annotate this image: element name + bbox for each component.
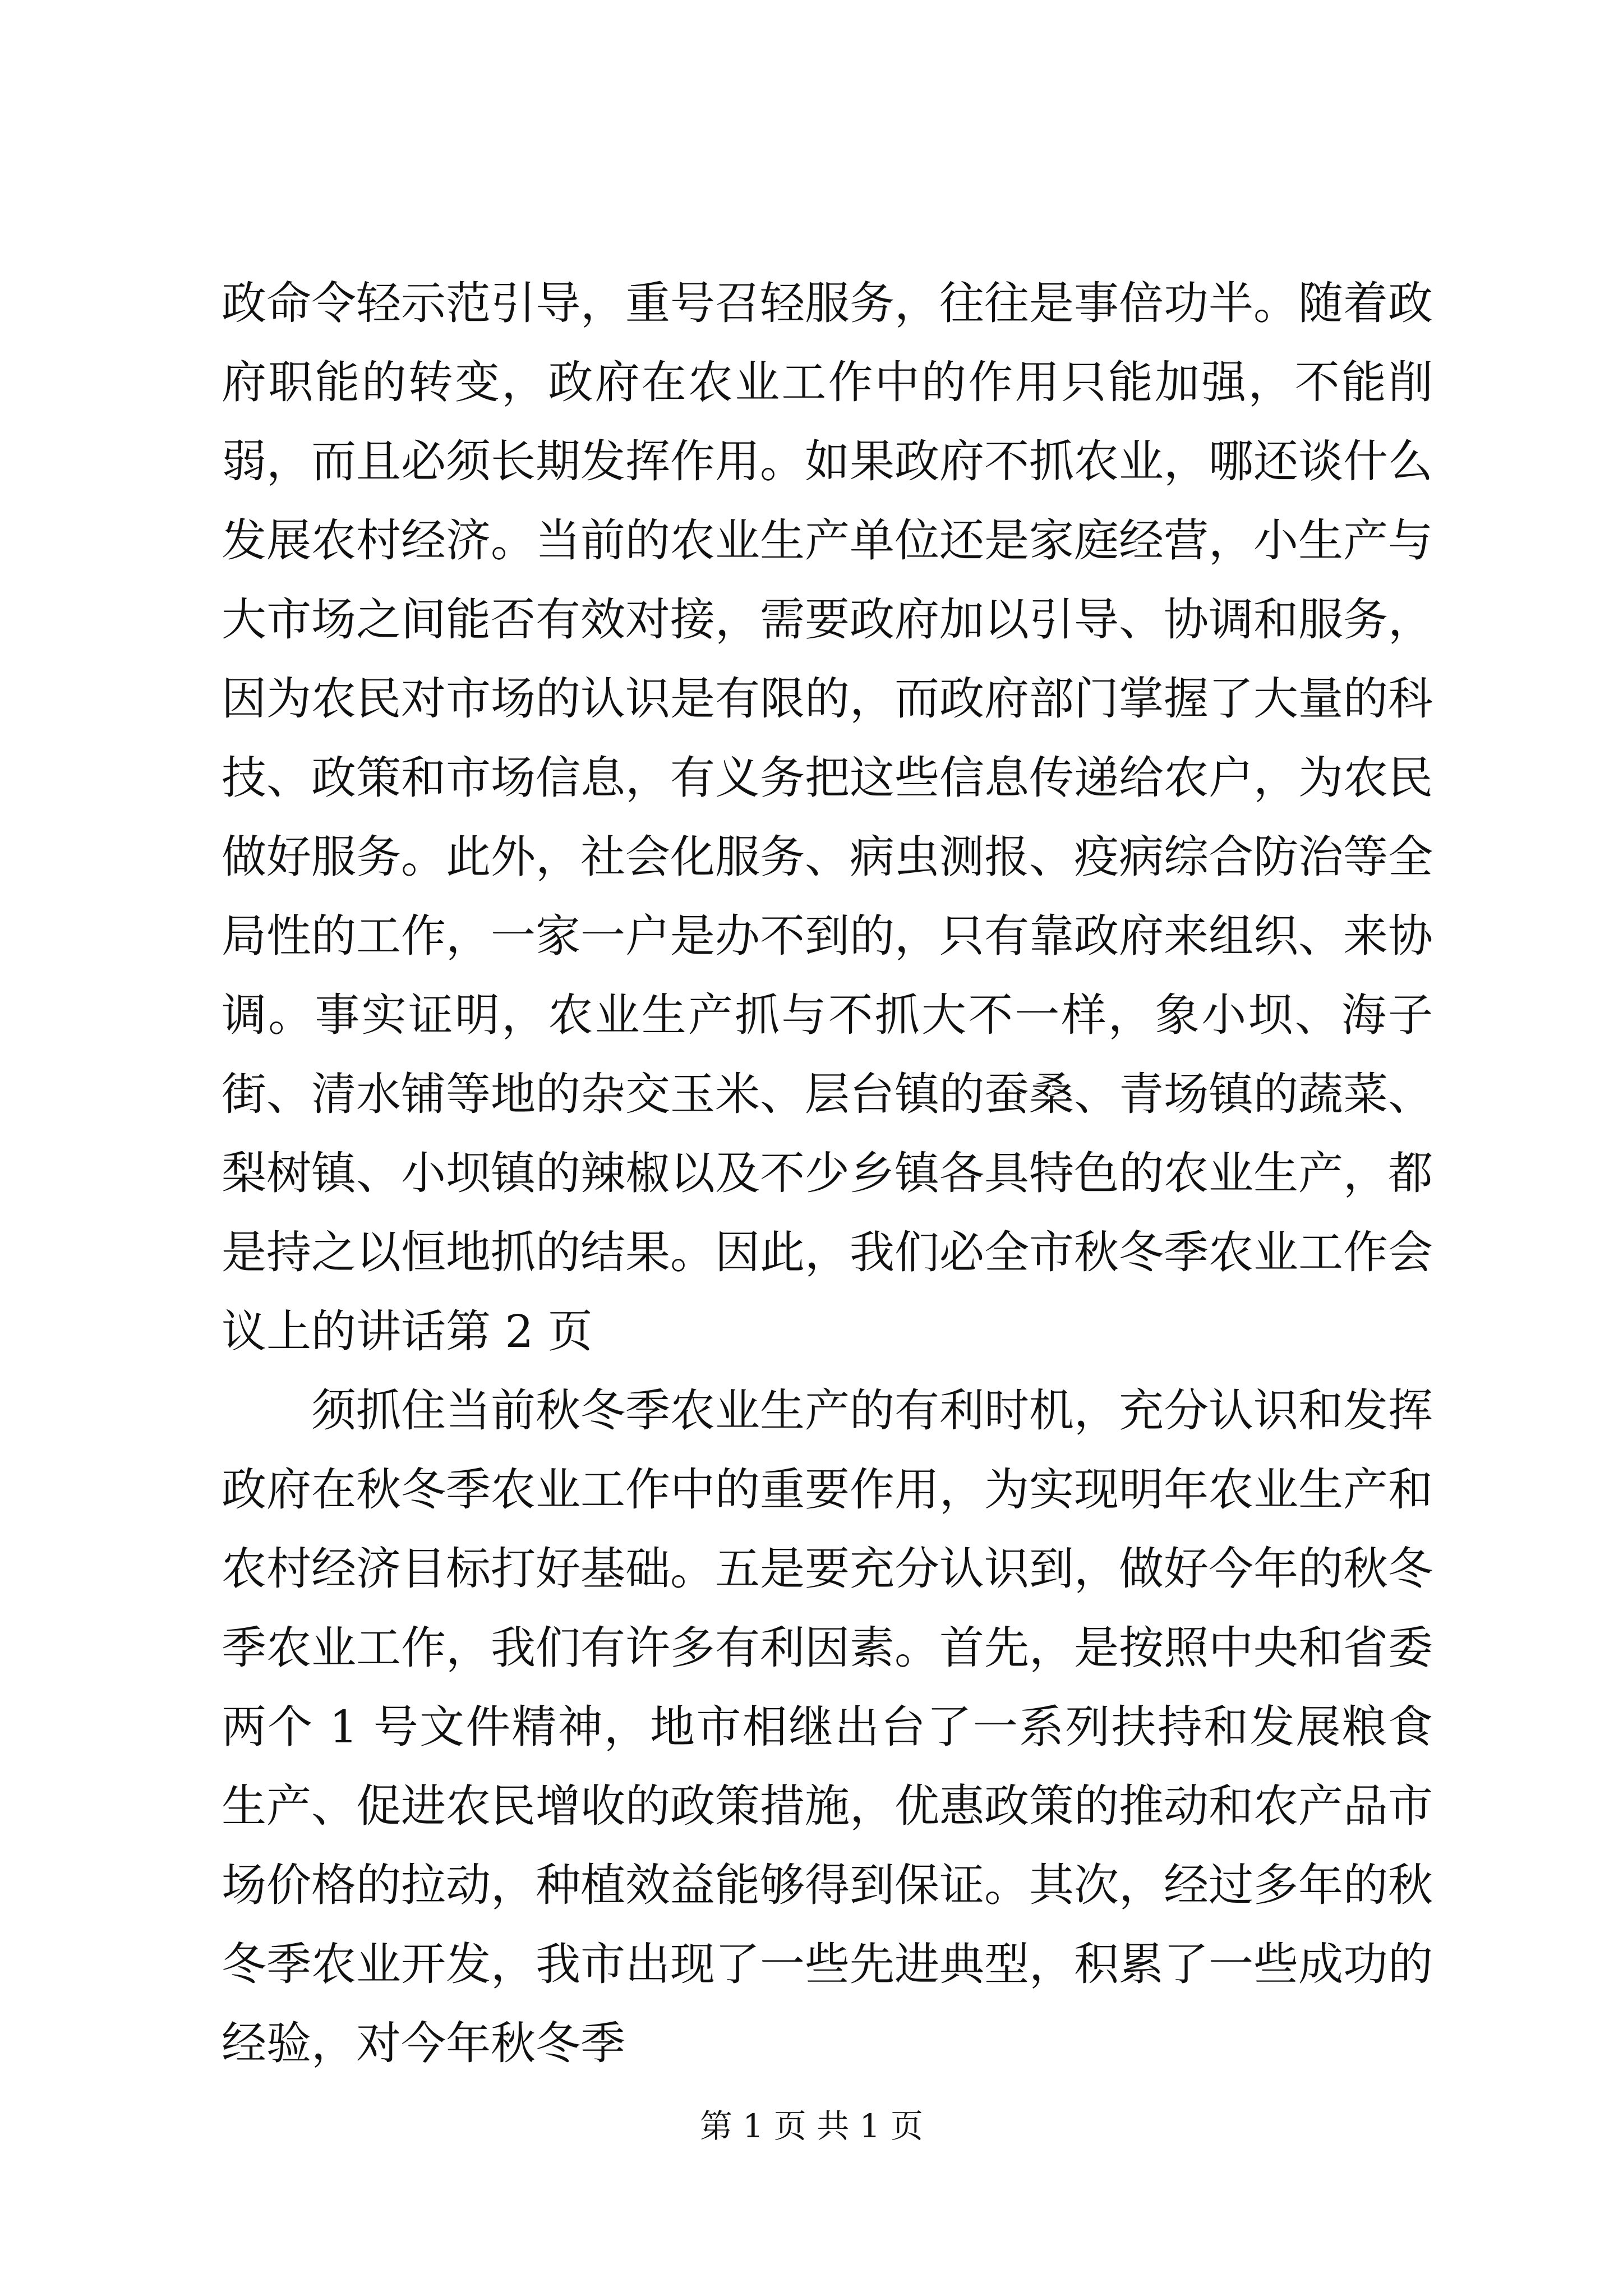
document-body (222, 264, 1433, 2083)
paragraph-2: 须抓住当前秋冬季农业生产的有利时机，充分认识和发挥政府在秋冬季农业工作中的重要作用，为实现明年农业生产和农村经济目标打好基础。五是要充分认识到，做好今年的秋冬季农业工作，我们有许多有利因素。首先，是按照中央和省委两个 1 号文件精神，地市相继出台了一系列扶持和发展粮食生产、促进农民增收的政策措施，优惠政策的推动和农产品市场价格的拉动，种植效益能够得到保证。其次，经过多年的秋冬季农业开发，我市出现了一些先进典型，积累了一些成功的经验，对今年秋冬季 (222, 1384, 1433, 2069)
paragraph-1: 政命令轻示范引导，重号召轻服务，往往是事倍功半。随着政府职能的转变，政府在农业工作中的作用只能加强，不能削弱，而且必须长期发挥作用。如果政府不抓农业，哪还谈什么发展农村经济。当前的农业生产单位还是家庭经营，小生产与大市场之间能否有效对接，需要政府加以引导、协调和服务，因为农民对市场的认识是有限的，而政府部门掌握了大量的科技、政策和市场信息，有义务把这些信息传递给农户，为农民做好服务。此外，社会化服务、病虫测报、疫病综合防治等全局性的工作，一家一户是办不到的，只有靠政府来组织、来协调。事实证明，农业生产抓与不抓大不一样，象小坝、海子街、清水铺等地的杂交玉米、层台镇的蚕桑、青场镇的蔬菜、梨树镇、小坝镇的辣椒以及不少乡镇各具特色的农业生产，都是持之以恒地抓的结果。因此，我们必全市秋冬季农业工作会议上的讲话第 2 页 (222, 277, 1433, 1358)
page-footer: 第 1 页 共 1 页 (700, 2107, 923, 2145)
